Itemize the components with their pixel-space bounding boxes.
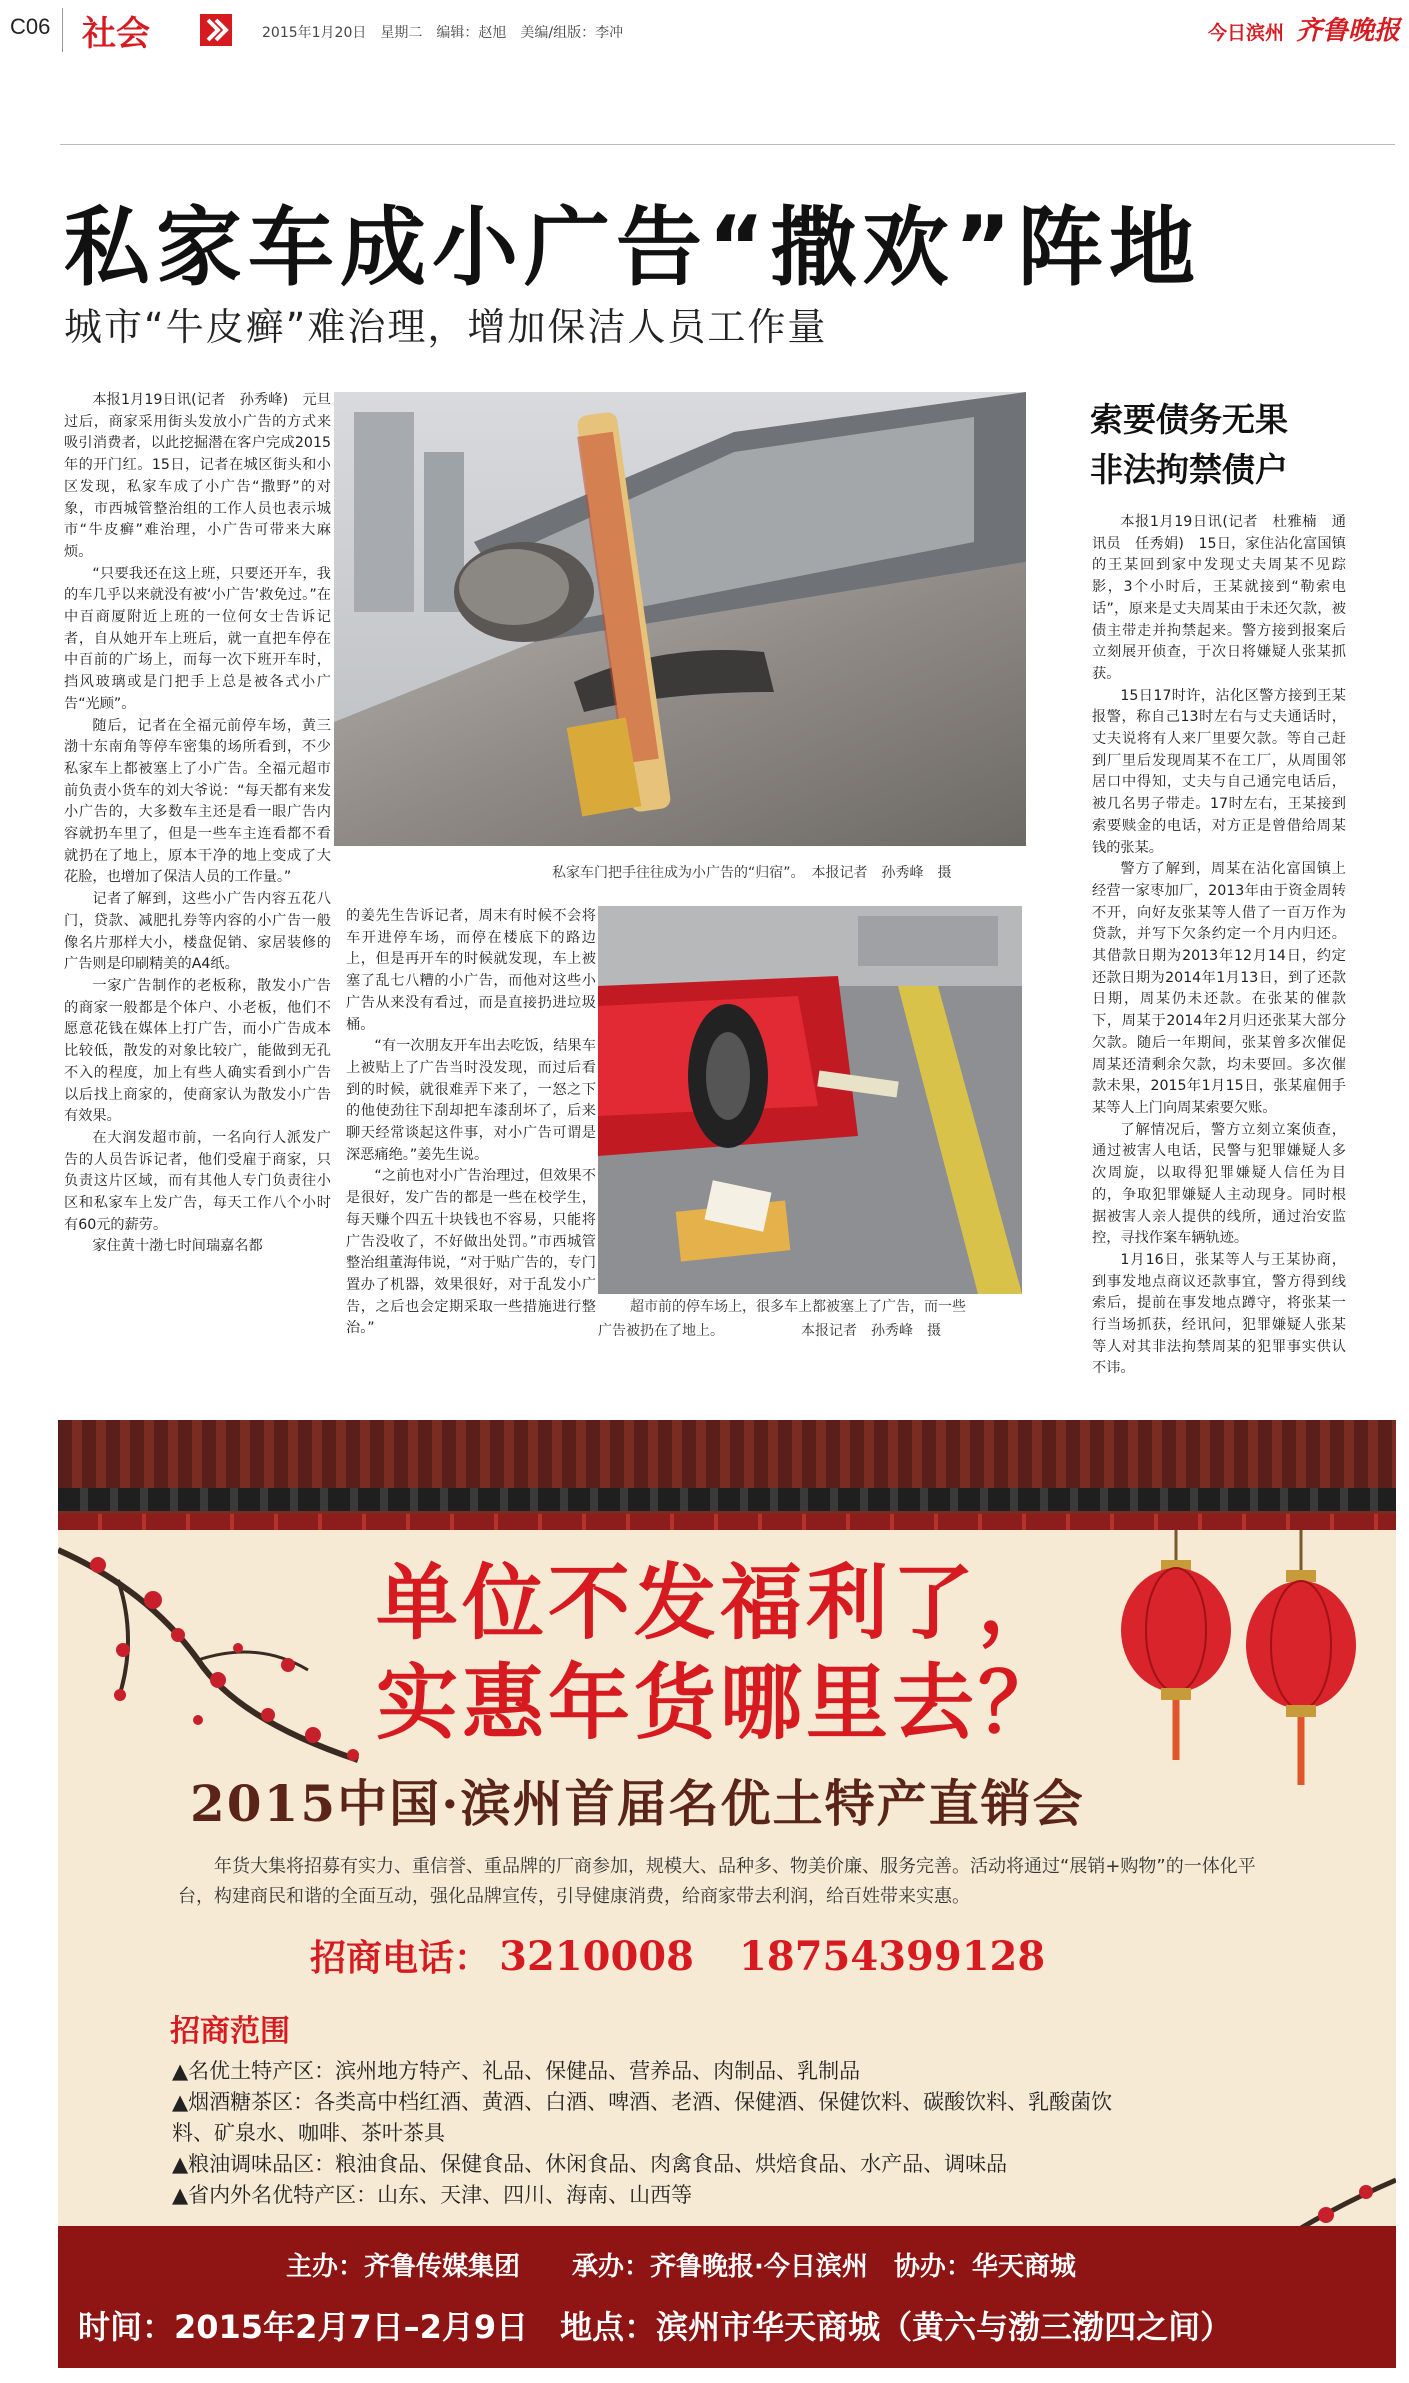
page-header: [0, 0, 1409, 60]
ad-scope-title: 招商范围: [170, 2014, 290, 2049]
article2-body: [1092, 512, 1346, 1380]
lanterns-icon: [1116, 1530, 1366, 1830]
paragraph: 随后，记者在全福元前停车场，黄三渤十东南角等停车密集的场所看到，不少私家车上都被塞上了小广告。全福元超市前负责小货车的刘大爷说：“每天都有来发小广告的，大多数车主还是看一眼广告内容就扔车里了，但是一些车主连看都不看就扔在了地上，原本干净的地上变成了大花脸，也增加了保洁人员的工作量。”: [64, 717, 331, 886]
header-meta: 2015年1月20日 星期二 编辑：赵旭 美编/组版：李冲: [262, 25, 624, 41]
scope-item: ▲粮油调味品区：粮油食品、保健食品、休闲食品、肉禽食品、烘焙食品、水产品、调味品: [172, 2152, 1008, 2176]
article-column-2: [346, 906, 596, 1340]
ad-headline-line2: 实惠年货哪里去？: [376, 1656, 1065, 1751]
section-arrow-icon: [200, 14, 232, 46]
brand-left: 今日滨州: [1208, 22, 1285, 44]
article-column-1: [64, 390, 331, 1258]
article2-headline-line2: 非法拘禁债户: [1090, 450, 1288, 489]
ad-phone-label: 招商电话：: [310, 1938, 491, 1979]
ad-organizers: 主办：齐鲁传媒集团 承办：齐鲁晚报·今日滨州 协办：华天商城: [286, 2252, 1076, 2282]
ad-phone-2[interactable]: 18754399128: [739, 1933, 1046, 1980]
article2-headline-line1: 索要债务无果: [1090, 400, 1288, 439]
paragraph: 一家广告制作的老板称，散发小广告的商家一般都是个体户、小老板，他们不愿意花钱在媒体上打广告，而小广告成本比较低，散发的对象比较广，能做到无孔不入的程度，加上有些人确实看到小广告以后找上商家的，使商家认为散发小广告有效果。: [64, 977, 331, 1125]
paragraph: “有一次朋友开车出去吃饭，结果车上被贴上了广告当时没发现，而过后看到的时候，就很难弄下来了，一怒之下的他使劲往下刮却把车漆刮坏了，后来聊天经常谈起这件事，对小广告可谓是深恶痛绝。”姜先生说。: [346, 1038, 596, 1163]
scope-item: 料、矿泉水、咖啡、茶叶茶具: [172, 2121, 445, 2145]
ad-phone-row: [310, 1930, 1045, 1981]
paragraph: 在大润发超市前，一名向行人派发广告的人员告诉记者，他们受雇于商家，只负责这片区域，而有其他人专门负责往小区和私家车上发广告，每天工作八个小时有60元的薪劳。: [64, 1129, 331, 1233]
photo2-caption-line1: 超市前的停车场上，很多车上都被塞上了广告，而一些: [630, 1299, 966, 1315]
headline: 私家车成小广告“撒欢”阵地: [64, 198, 1202, 298]
ad-headline-line1: 单位不发福利了，: [376, 1556, 1065, 1651]
brand-right: 齐鲁晚报: [1296, 16, 1401, 46]
paragraph: 警方了解到，周某在沾化富国镇上经营一家枣加厂，2013年由于资金周转不开，向好友张某等人借了一百万作为贷款，并写下欠条约定一个月内归还。其借款日期为2013年12月14日，约定还款日期为2014年1月13日，到了还款日期，周某仍未还款。在张某的催款下，周某于2014年2月归还张某大部分欠款。随后一年期间，张某曾多次催促周某还清剩余欠款，均未要回。多次催款未果，2015年1月15日，张某雇佣手某等人上门向周某索要欠账。: [1092, 861, 1346, 1116]
page-number: C06: [10, 14, 51, 39]
photo-car-door-handle: [334, 392, 1026, 846]
ad-footer-band: [58, 2226, 1396, 2368]
photo-parking-lot: [598, 906, 1022, 1294]
ad-event-title: 2015中国·滨州首届名优土特产直销会: [190, 1774, 1085, 1833]
ad-scope-list: [172, 2056, 1212, 2211]
paragraph: 15日17时许，沾化区警方接到王某报警，称自己13时左右与丈夫通话时，丈夫说将有人来厂里要欠款。等自己赶到厂里后发现周某不在工厂，从周围邻居口中得知，丈夫与自己通完电话后，被几名男子带走。17时左右，王某接到索要赎金的电话，对方正是曾借给周某钱的张某。: [1092, 687, 1346, 856]
ad-time-place: 时间：2015年2月7日–2月9日 地点：滨州市华天商城（黄六与渤三渤四之间）: [78, 2308, 1233, 2346]
paragraph: 记者了解到，这些小广告内容五花八门，贷款、减肥扎券等内容的小广告一般像名片那样大小，楼盘促销、家居装修的广告则是印刷精美的A4纸。: [64, 891, 331, 973]
photo2-caption-line2: 广告被扔在了地上。 本报记者 孙秀峰 摄: [598, 1323, 941, 1339]
paragraph: 1月16日，张某等人与王某协商，到事发地点商议还款事宜，警方得到线索后，提前在事发地点蹲守，将张某一行当场抓获，经讯问，犯罪嫌疑人张某等人对其非法拘禁周某的犯罪事实供认不讳。: [1092, 1251, 1346, 1377]
scope-item: ▲名优土特产区：滨州地方特产、礼品、保健品、营养品、肉制品、乳制品: [172, 2059, 861, 2083]
header-rule: [60, 144, 1395, 145]
photo1-caption: 私家车门把手往往成为小广告的“归宿”。 本报记者 孙秀峰 摄: [552, 865, 952, 881]
header-divider: [62, 8, 63, 52]
roof-ornament: [58, 1514, 1396, 1530]
advertisement: [58, 1420, 1396, 2368]
ad-phone-1[interactable]: 3210008: [499, 1933, 694, 1980]
paragraph: “之前也对小广告治理过，但效果不是很好，发广告的都是一些在校学生，每天赚个四五十块钱也不容易，只能将广告没收了，不好做出处罚。”市西城管整治组董海伟说，“对于贴广告的，专门置办了机器，效果很好，对于乱发小广告，之后也会定期采取一些措施进行整治。”: [346, 1168, 596, 1337]
section-label: 社会: [82, 14, 150, 54]
ad-intro: 年货大集将招募有实力、重信誉、重品牌的厂商参加，规模大、品种多、物美价廉、服务完善。活动将通过“展销+购物”的一体化平台，构建商民和谐的全面互动，强化品牌宣传，引导健康消费，给商家带去利润，给百姓带来实惠。: [178, 1856, 1256, 1907]
roof-eave: [58, 1488, 1396, 1514]
subheadline: 城市“牛皮癣”难治理，增加保洁人员工作量: [64, 305, 828, 349]
paragraph: 本报1月19日讯(记者 孙秀峰) 元旦过后，商家采用街头发放小广告的方式来吸引消费者，以此挖掘潜在客户完成2015年的开门红。15日，记者在城区街头和小区发现，私家车成了小广告“撒野”的对象，市西城管整治组的工作人员也表示城市“牛皮癣”难治理，小广告可带来大麻烦。: [64, 392, 331, 560]
paragraph: 本报1月19日讯(记者 杜雅楠 通讯员 任秀娟) 15日，家住沾化富国镇的王某回到家中发现丈夫周某不见踪影，3个小时后，王某就接到“勒索电话”，原来是丈夫周某由于未还欠款，被债主带走并拘禁起来。警方接到报案后立刻展开侦查，于次日将嫌疑人张某抓获。: [1092, 514, 1346, 682]
scope-item: ▲省内外名优特产区：山东、天津、四川、海南、山西等: [172, 2183, 693, 2207]
paragraph: 的姜先生告诉记者，周末有时候不会将车开进停车场，而停在楼底下的路边上，但是再开车的时候就发现，车上被塞了乱七八糟的小广告，而他对这些小广告从来没有看过，而是直接扔进垃圾桶。: [346, 908, 596, 1033]
paragraph: 了解情况后，警方立刻立案侦查，通过被害人电话，民警与犯罪嫌疑人多次周旋，以取得犯罪嫌疑人信任为目的，争取犯罪嫌疑人主动现身。同时根据被害人亲人提供的线所，通过治安监控，寻找作案车辆轨迹。: [1092, 1121, 1346, 1247]
paragraph: 家住黄十渤七时间瑞嘉名都: [92, 1238, 263, 1255]
paragraph: “只要我还在这上班，只要还开车，我的车几乎以来就没有被‘小广告’救免过。”在中百商厦附近上班的一位何女士告诉记者，自从她开车上班后，就一直把车停在中百前的广场上，而每一次下班开车时，挡风玻璃或是门把手上总是被各式小广告“光顾”。: [64, 565, 331, 712]
scope-item: ▲烟酒糖茶区：各类高中档红酒、黄酒、白酒、啤酒、老酒、保健酒、保健饮料、碳酸饮料、乳酸菌饮: [172, 2090, 1113, 2114]
roof-tiles: [58, 1420, 1396, 1488]
